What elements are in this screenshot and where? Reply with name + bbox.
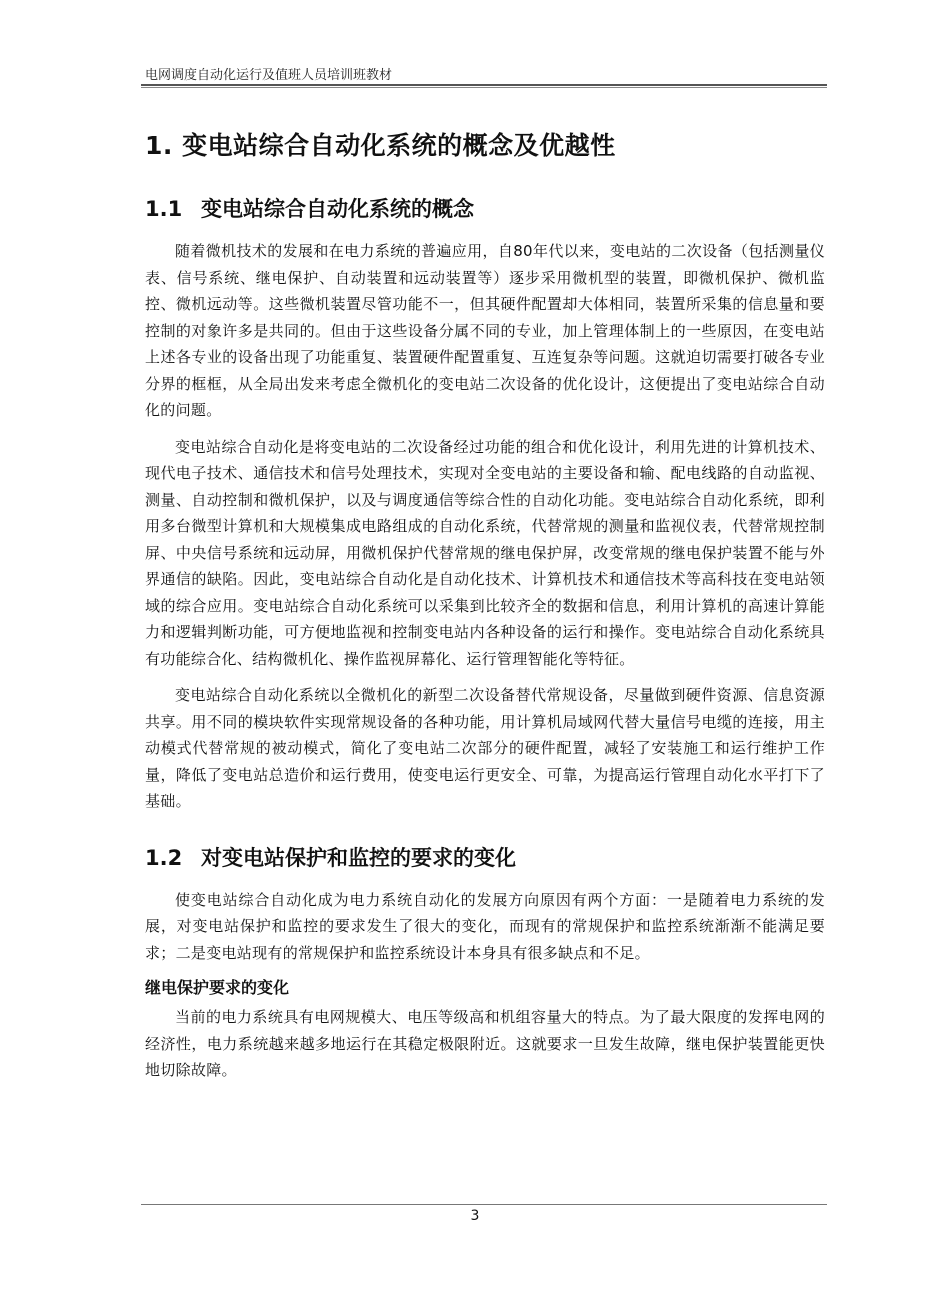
paragraph: 使变电站综合自动化成为电力系统自动化的发展方向原因有两个方面：一是随着电力系统的发展，对变电站保护和监控的要求发生了很大的变化，而现有的常规保护和监控系统渐渐不能满足要求；二是变电站现有的常规保护和监控系统设计本身具有很多缺点和不足。	[145, 890, 825, 962]
section-heading-1-2	[145, 843, 825, 873]
header-rule-thin	[141, 87, 827, 88]
paragraph: 随着微机技术的发展和在电力系统的普遍应用，自80年代以来，变电站的二次设备（包括测量仪表、信号系统、继电保护、自动装置和远动装置等）逐步采用微机型的装置，即微机保护、微机监控、微机远动等。这些微机装置尽管功能不一，但其硬件配置却大体相同，装置所采集的信息量和要控制的对象许多是共同的。但由于这些设备分属不同的专业，加上管理体制上的一些原因，在变电站上述各专业的设备出现了功能重复、装置硬件配置重复、互连复杂等问题。这就迫切需要打破各专业分界的框框，从全局出发来考虑全微机化的变电站二次设备的优化设计，这便提出了变电站综合自动化的问题。	[145, 242, 825, 419]
running-header: 电网调度自动化运行及值班人员培训班教材	[145, 68, 393, 83]
paragraph: 变电站综合自动化系统以全微机化的新型二次设备替代常规设备，尽量做到硬件资源、信息资源共享。用不同的模块软件实现常规设备的各种功能，用计算机局域网代替大量信号电缆的连接，用主动模式代替常规的被动模式，简化了变电站二次部分的硬件配置，减轻了安装施工和运行维护工作量，降低了变电站总造价和运行费用，使变电运行更安全、可靠，为提高运行管理自动化水平打下了基础。	[145, 686, 825, 810]
footer-rule	[141, 1204, 827, 1205]
section-title: 对变电站保护和监控的要求的变化	[201, 845, 516, 870]
paragraph: 变电站综合自动化是将变电站的二次设备经过功能的组合和优化设计，利用先进的计算机技术、现代电子技术、通信技术和信号处理技术，实现对全变电站的主要设备和输、配电线路的自动监视、测量、自动控制和微机保护，以及与调度通信等综合性的自动化功能。变电站综合自动化系统，即利用多台微型计算机和大规模集成电路组成的自动化系统，代替常规的测量和监视仪表，代替常规控制屏、中央信号系统和远动屏，用微机保护代替常规的继电保护屏，改变常规的继电保护装置不能与外界通信的缺陷。因此，变电站综合自动化是自动化技术、计算机技术和通信技术等高科技在变电站领域的综合应用。变电站综合自动化系统可以采集到比较齐全的数据和信息，利用计算机的高速计算能力和逻辑判断功能，可方便地监视和控制变电站内各种设备的运行和操作。变电站综合自动化系统具有功能综合化、结构微机化、操作监视屏幕化、运行管理智能化等特征。	[145, 437, 825, 668]
chapter-title: 1. 变电站综合自动化系统的概念及优越性	[145, 131, 616, 160]
page-number: 3	[470, 1208, 480, 1224]
section-heading-1-1	[145, 194, 825, 224]
paragraph: 当前的电力系统具有电网规模大、电压等级高和机组容量大的特点。为了最大限度的发挥电网的经济性，电力系统越来越多地运行在其稳定极限附近。这就要求一旦发生故障，继电保护装置能更快地切除故障。	[145, 1008, 825, 1079]
header-rule	[141, 84, 827, 86]
section-title: 变电站综合自动化系统的概念	[201, 197, 474, 221]
page-body	[145, 128, 825, 1084]
section-number: 1.2	[145, 845, 183, 870]
section-number: 1.1	[145, 197, 183, 221]
subsection-title: 继电保护要求的变化	[145, 978, 290, 997]
